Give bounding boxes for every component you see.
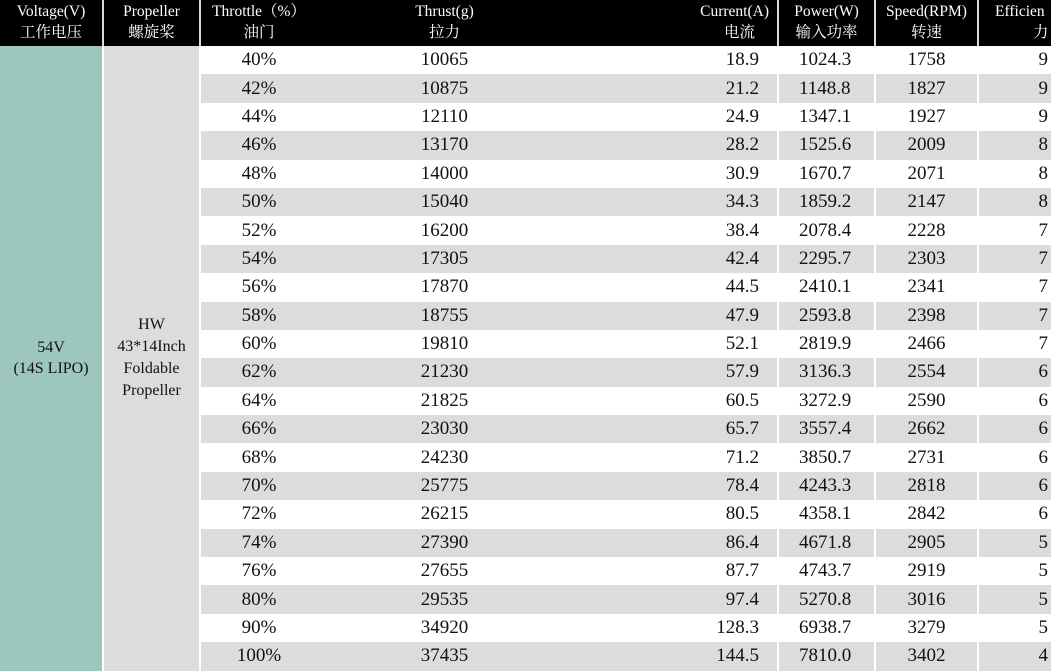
header-current-en: Current(A) <box>700 3 769 20</box>
speed-cell: 1758 <box>875 46 978 74</box>
voltage-cell <box>0 46 103 671</box>
power-cell: 1525.6 <box>778 131 875 159</box>
current-cell: 57.9 <box>572 358 778 386</box>
throttle-cell: 64% <box>200 387 317 415</box>
speed-cell: 2590 <box>875 387 978 415</box>
efficiency-cell: 8 <box>978 131 1051 159</box>
power-cell: 7810.0 <box>778 642 875 670</box>
power-cell: 6938.7 <box>778 614 875 642</box>
header-throttle <box>200 0 317 46</box>
speed-cell: 2071 <box>875 160 978 188</box>
thrust-cell: 10065 <box>317 46 572 74</box>
current-cell: 52.1 <box>572 330 778 358</box>
power-cell: 4243.3 <box>778 472 875 500</box>
speed-cell: 2842 <box>875 500 978 528</box>
header-voltage-cn: 工作电压 <box>19 24 82 41</box>
header-speed <box>875 0 978 46</box>
efficiency-cell: 6 <box>978 443 1051 471</box>
efficiency-cell: 9 <box>978 74 1051 102</box>
power-cell: 3557.4 <box>778 415 875 443</box>
thrust-cell: 15040 <box>317 188 572 216</box>
current-cell: 38.4 <box>572 216 778 244</box>
throttle-cell: 52% <box>200 216 317 244</box>
speed-cell: 1827 <box>875 74 978 102</box>
header-current-cn: 电流 <box>723 24 755 41</box>
speed-cell: 2303 <box>875 245 978 273</box>
efficiency-cell: 7 <box>978 302 1051 330</box>
power-cell: 1024.3 <box>778 46 875 74</box>
thrust-cell: 19810 <box>317 330 572 358</box>
thrust-cell: 18755 <box>317 302 572 330</box>
propeller-cell-line: HW <box>138 316 165 334</box>
thrust-cell: 21230 <box>317 358 572 386</box>
header-efficiency <box>978 0 1051 46</box>
header-power-en: Power(W) <box>794 3 859 20</box>
throttle-cell: 48% <box>200 160 317 188</box>
header-voltage <box>0 0 103 46</box>
efficiency-cell: 4 <box>978 642 1051 670</box>
current-cell: 144.5 <box>572 642 778 670</box>
current-cell: 65.7 <box>572 415 778 443</box>
thrust-cell: 25775 <box>317 472 572 500</box>
throttle-cell: 56% <box>200 273 317 301</box>
header-propeller-cn: 螺旋桨 <box>128 24 175 41</box>
power-cell: 2295.7 <box>778 245 875 273</box>
current-cell: 47.9 <box>572 302 778 330</box>
propeller-cell-line: Foldable <box>123 360 180 378</box>
thrust-cell: 10875 <box>317 74 572 102</box>
thrust-cell: 13170 <box>317 131 572 159</box>
power-cell: 4743.7 <box>778 557 875 585</box>
voltage-cell-line: (14S LIPO) <box>13 360 89 378</box>
current-cell: 44.5 <box>572 273 778 301</box>
thrust-cell: 14000 <box>317 160 572 188</box>
power-cell: 1347.1 <box>778 103 875 131</box>
power-cell: 3850.7 <box>778 443 875 471</box>
efficiency-cell: 6 <box>978 500 1051 528</box>
thrust-cell: 34920 <box>317 614 572 642</box>
throttle-cell: 76% <box>200 557 317 585</box>
efficiency-cell: 5 <box>978 557 1051 585</box>
thrust-cell: 27655 <box>317 557 572 585</box>
power-cell: 1148.8 <box>778 74 875 102</box>
speed-cell: 1927 <box>875 103 978 131</box>
header-thrust-cn: 拉力 <box>428 24 460 41</box>
header-speed-cn: 转速 <box>910 24 942 41</box>
propeller-cell-line: Propeller <box>122 382 181 400</box>
throttle-cell: 62% <box>200 358 317 386</box>
throttle-cell: 60% <box>200 330 317 358</box>
throttle-cell: 72% <box>200 500 317 528</box>
table-body <box>0 46 1051 671</box>
efficiency-cell: 5 <box>978 529 1051 557</box>
power-cell: 3272.9 <box>778 387 875 415</box>
current-cell: 60.5 <box>572 387 778 415</box>
current-cell: 24.9 <box>572 103 778 131</box>
efficiency-cell: 7 <box>978 245 1051 273</box>
throttle-cell: 44% <box>200 103 317 131</box>
header-current <box>572 0 778 46</box>
propeller-cell <box>103 46 200 671</box>
power-cell: 4671.8 <box>778 529 875 557</box>
efficiency-cell: 9 <box>978 103 1051 131</box>
header-efficiency-en: Efficien <box>995 3 1045 20</box>
power-cell: 2078.4 <box>778 216 875 244</box>
throttle-cell: 42% <box>200 74 317 102</box>
efficiency-cell: 9 <box>978 46 1051 74</box>
speed-cell: 2466 <box>875 330 978 358</box>
header-row <box>0 0 1051 46</box>
current-cell: 18.9 <box>572 46 778 74</box>
throttle-cell: 80% <box>200 585 317 613</box>
power-cell: 4358.1 <box>778 500 875 528</box>
header-power <box>778 0 875 46</box>
throttle-cell: 68% <box>200 443 317 471</box>
thrust-cell: 23030 <box>317 415 572 443</box>
thrust-cell: 26215 <box>317 500 572 528</box>
header-propeller <box>103 0 200 46</box>
power-cell: 3136.3 <box>778 358 875 386</box>
current-cell: 71.2 <box>572 443 778 471</box>
throttle-cell: 66% <box>200 415 317 443</box>
speed-cell: 3402 <box>875 642 978 670</box>
power-cell: 2410.1 <box>778 273 875 301</box>
current-cell: 21.2 <box>572 74 778 102</box>
current-cell: 86.4 <box>572 529 778 557</box>
header-propeller-en: Propeller <box>123 3 180 20</box>
thrust-cell: 27390 <box>317 529 572 557</box>
efficiency-cell: 5 <box>978 585 1051 613</box>
current-cell: 34.3 <box>572 188 778 216</box>
header-throttle-en: Throttle（%） <box>212 3 306 20</box>
efficiency-cell: 8 <box>978 160 1051 188</box>
speed-cell: 2731 <box>875 443 978 471</box>
thrust-cell: 21825 <box>317 387 572 415</box>
header-efficiency-cn: 力 <box>1033 24 1049 41</box>
current-cell: 80.5 <box>572 500 778 528</box>
thrust-cell: 17305 <box>317 245 572 273</box>
voltage-cell-line: 54V <box>37 339 65 357</box>
power-cell: 1670.7 <box>778 160 875 188</box>
throttle-cell: 40% <box>200 46 317 74</box>
header-thrust <box>317 0 572 46</box>
efficiency-cell: 6 <box>978 415 1051 443</box>
speed-cell: 2147 <box>875 188 978 216</box>
header-speed-en: Speed(RPM) <box>886 3 967 20</box>
thrust-cell: 24230 <box>317 443 572 471</box>
speed-cell: 2905 <box>875 529 978 557</box>
speed-cell: 3279 <box>875 614 978 642</box>
power-cell: 1859.2 <box>778 188 875 216</box>
header-thrust-en: Thrust(g) <box>415 3 474 20</box>
thrust-cell: 17870 <box>317 273 572 301</box>
current-cell: 28.2 <box>572 131 778 159</box>
thrust-cell: 29535 <box>317 585 572 613</box>
speed-cell: 2228 <box>875 216 978 244</box>
header-throttle-cn: 油门 <box>243 24 275 41</box>
power-cell: 2593.8 <box>778 302 875 330</box>
current-cell: 30.9 <box>572 160 778 188</box>
power-cell: 2819.9 <box>778 330 875 358</box>
speed-cell: 2919 <box>875 557 978 585</box>
speed-cell: 2818 <box>875 472 978 500</box>
speed-cell: 2662 <box>875 415 978 443</box>
speed-cell: 3016 <box>875 585 978 613</box>
speed-cell: 2009 <box>875 131 978 159</box>
header-power-cn: 输入功率 <box>795 24 858 41</box>
efficiency-cell: 6 <box>978 387 1051 415</box>
power-cell: 5270.8 <box>778 585 875 613</box>
thrust-cell: 12110 <box>317 103 572 131</box>
efficiency-cell: 8 <box>978 188 1051 216</box>
current-cell: 78.4 <box>572 472 778 500</box>
efficiency-cell: 7 <box>978 330 1051 358</box>
table-row <box>0 46 1051 74</box>
efficiency-cell: 6 <box>978 472 1051 500</box>
throttle-cell: 100% <box>200 642 317 670</box>
efficiency-cell: 7 <box>978 216 1051 244</box>
speed-cell: 2554 <box>875 358 978 386</box>
speed-cell: 2341 <box>875 273 978 301</box>
throttle-cell: 58% <box>200 302 317 330</box>
throttle-cell: 70% <box>200 472 317 500</box>
current-cell: 42.4 <box>572 245 778 273</box>
efficiency-cell: 7 <box>978 273 1051 301</box>
throttle-cell: 46% <box>200 131 317 159</box>
throttle-cell: 50% <box>200 188 317 216</box>
thrust-cell: 16200 <box>317 216 572 244</box>
speed-cell: 2398 <box>875 302 978 330</box>
current-cell: 97.4 <box>572 585 778 613</box>
throttle-cell: 90% <box>200 614 317 642</box>
header-voltage-en: Voltage(V) <box>16 3 86 20</box>
throttle-cell: 74% <box>200 529 317 557</box>
current-cell: 128.3 <box>572 614 778 642</box>
efficiency-cell: 6 <box>978 358 1051 386</box>
thrust-cell: 37435 <box>317 642 572 670</box>
efficiency-cell: 5 <box>978 614 1051 642</box>
current-cell: 87.7 <box>572 557 778 585</box>
throttle-cell: 54% <box>200 245 317 273</box>
propeller-cell-line: 43*14Inch <box>117 338 186 356</box>
